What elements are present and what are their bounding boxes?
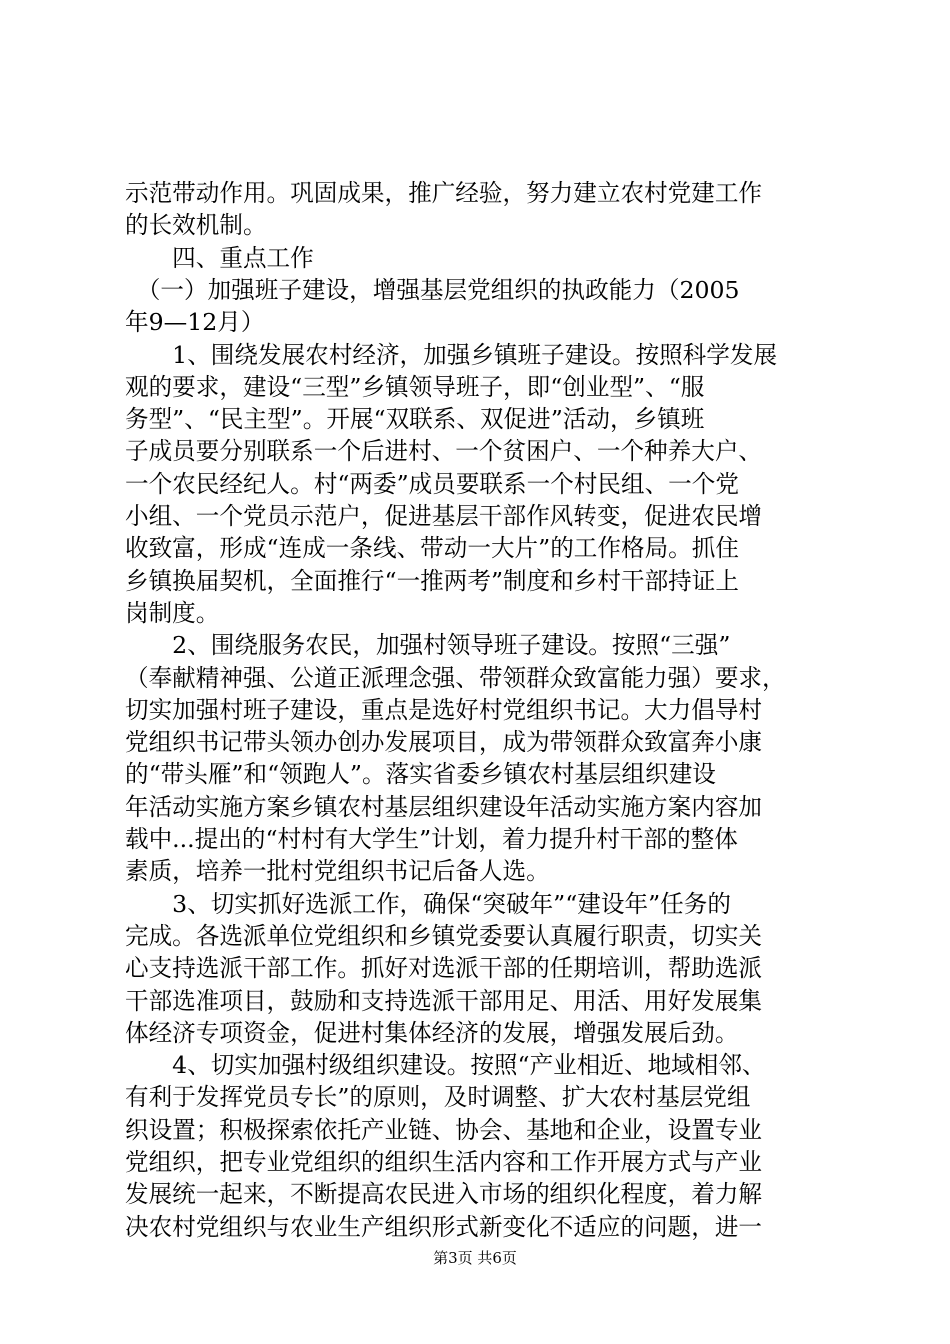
text-line: 体经济专项资金，促进村集体经济的发展，增强发展后劲。	[125, 1018, 739, 1047]
text-line: 织设置；积极探索依托产业链、协会、基地和企业，设置专业	[125, 1115, 763, 1144]
text-line: 发展统一起来，不断提高农民进入市场的组织化程度，着力解	[125, 1180, 763, 1209]
text-line: 2、围绕服务农民，加强村领导班子建设。按照“三强”	[125, 631, 731, 660]
text-line: 干部选准项目，鼓励和支持选派干部用足、用活、用好发展集	[125, 986, 763, 1015]
text-line: 素质，培养一批村党组织书记后备人选。	[125, 857, 550, 886]
text-line: 观的要求，建设“三型”乡镇领导班子，即“创业型”、“服	[125, 372, 705, 401]
text-line: 决农村党组织与农业生产组织形式新变化不适应的问题，进一	[125, 1212, 763, 1241]
text-line: 示范带动作用。巩固成果，推广经验，努力建立农村党建工作	[125, 179, 763, 207]
page-footer: 第3页 共6页	[433, 1249, 517, 1267]
text-line: 完成。各选派单位党组织和乡镇党委要认真履行职责，切实关	[125, 921, 763, 950]
text-line: 党组织书记带头领办创办发展项目，成为带领群众致富奔小康	[125, 728, 763, 757]
text-line: 切实加强村班子建设，重点是选好村党组织书记。大力倡导村	[125, 695, 763, 724]
text-line: 党组织，把专业党组织的组织生活内容和工作开展方式与产业	[125, 1148, 763, 1176]
text-line: 4、切实加强村级组织建设。按照“产业相近、地域相邻、	[125, 1051, 766, 1080]
text-line: 载中...提出的“村村有大学生”计划，着力提升村干部的整体	[125, 825, 738, 853]
text-line: 小组、一个党员示范户，促进基层干部作风转变，促进农民增	[125, 502, 763, 530]
text-line: （奉献精神强、公道正派理念强、带领群众致富能力强）要求，	[125, 663, 786, 692]
text-line: 年活动实施方案乡镇农村基层组织建设年活动实施方案内容加	[125, 792, 763, 821]
text-line: 子成员要分别联系一个后进村、一个贫困户、一个种养大户、	[125, 437, 763, 466]
section-heading: 四、重点工作	[125, 243, 314, 272]
text-line: 的“带头雁”和“领跑人”。落实省委乡镇农村基层组织建设	[125, 760, 716, 789]
text-line: 务型”、“民主型”。开展“双联系、双促进”活动，乡镇班	[125, 405, 705, 434]
subsection-heading: （一）加强班子建设，增强基层党组织的执政能力（2005	[125, 275, 740, 304]
text-line: 岗制度。	[125, 598, 220, 627]
text-line: 收致富，形成“连成一条线、带动一大片”的工作格局。抓住	[125, 534, 739, 563]
text-line: 1、围绕发展农村经济，加强乡镇班子建设。按照科学发展	[125, 340, 778, 369]
text-line: 3、切实抓好选派工作，确保“突破年”“建设年”任务的	[125, 889, 731, 918]
text-line: 的长效机制。	[125, 211, 267, 240]
text-line: 心支持选派干部工作。抓好对选派干部的任期培训，帮助选派	[125, 954, 763, 983]
text-line: 年9—12月）	[125, 308, 265, 337]
text-line: 乡镇换届契机，全面推行“一推两考”制度和乡村干部持证上	[125, 566, 739, 595]
text-line: 一个农民经纪人。村“两委”成员要联系一个村民组、一个党	[125, 469, 739, 498]
text-line: 有利于发挥党员专长”的原则，及时调整、扩大农村基层党组	[125, 1083, 751, 1112]
